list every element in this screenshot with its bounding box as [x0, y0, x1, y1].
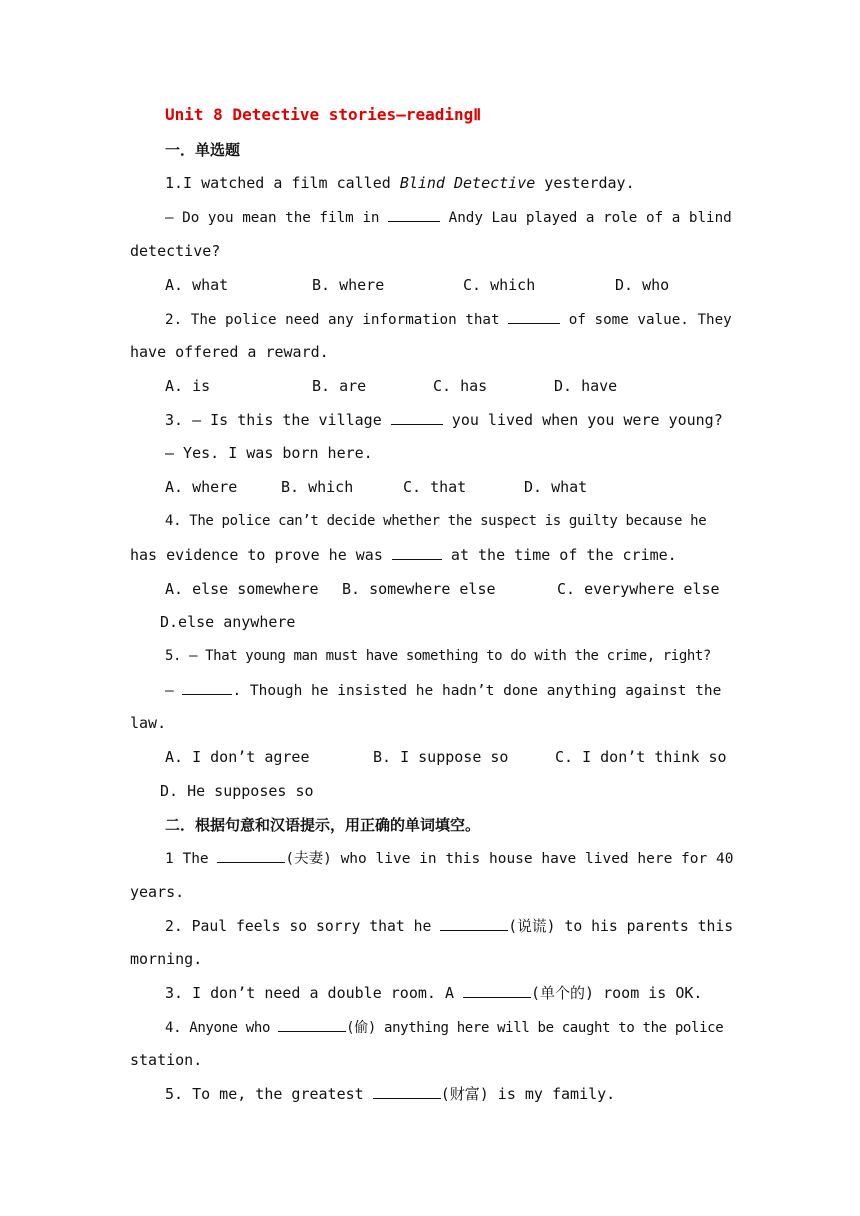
- q5-option-b: B. I suppose so: [373, 748, 509, 766]
- q4-option-d: D.else anywhere: [160, 613, 296, 631]
- q3-option-b: B. which: [281, 478, 354, 496]
- fill-q2-line2: morning.: [130, 950, 203, 968]
- document-title: Unit 8 Detective stories—readingⅡ: [165, 105, 482, 124]
- q2-option-d: D. have: [554, 377, 618, 395]
- fill-q4-line1: [165, 1017, 723, 1038]
- fill-q3-text-end: (单个的) room is OK.: [531, 984, 703, 1002]
- answer-blank: [217, 848, 285, 863]
- q4-option-a: A. else somewhere: [165, 580, 319, 598]
- q5-line2: [165, 680, 721, 701]
- q1-option-d: D. who: [615, 276, 670, 294]
- q1-line1: [165, 173, 635, 193]
- q1-option-c: C. which: [463, 276, 536, 294]
- q5-text: —: [165, 683, 183, 699]
- q2-line2: have offered a reward.: [130, 343, 329, 361]
- film-title: Blind Detective: [399, 174, 536, 192]
- q5-option-c: C. I don’t think so: [555, 748, 727, 766]
- q1-line2-text-end: Andy Lau played a role of a blind: [440, 210, 732, 226]
- q3-option-d: D. what: [524, 478, 588, 496]
- q2-line1: [165, 309, 732, 330]
- q3-text: 3. — Is this the village: [165, 411, 391, 429]
- fill-q1-line1: [165, 848, 733, 869]
- answer-blank: [278, 1017, 346, 1032]
- q5-option-d: D. He supposes so: [160, 782, 314, 800]
- fill-q3-line1: [165, 983, 702, 1003]
- fill-q1-text-end: (夫妻) who live in this house have lived here for 40: [285, 851, 734, 867]
- q3-line2: — Yes. I was born here.: [165, 444, 373, 462]
- q3-option-c: C. that: [403, 478, 467, 496]
- q4-option-b: B. somewhere else: [342, 580, 496, 598]
- q1-option-a: A. what: [165, 276, 229, 294]
- q5-text-end: . Though he insisted he hadn’t done anything against the: [232, 683, 722, 699]
- fill-q4-text: 4. Anyone who: [165, 1020, 279, 1036]
- answer-blank: [182, 680, 232, 695]
- q2-option-c: C. has: [433, 377, 488, 395]
- q1-line3: detective?: [130, 242, 221, 260]
- section1-heading: 一．单选题: [165, 141, 241, 159]
- q4-line2: [130, 545, 677, 565]
- answer-blank: [388, 207, 440, 222]
- q3-option-a: A. where: [165, 478, 238, 496]
- fill-q1-line2: years.: [130, 883, 185, 901]
- q1-option-b: B. where: [312, 276, 385, 294]
- answer-blank: [463, 983, 531, 998]
- q2-text: 2. The police need any information that: [165, 312, 509, 328]
- q2-text-end: of some value. They: [560, 312, 732, 328]
- q1-text-end: yesterday.: [535, 174, 635, 192]
- fill-q1-text: 1 The: [165, 851, 218, 867]
- fill-q2-text-end: (说谎) to his parents this: [508, 918, 734, 935]
- answer-blank: [392, 545, 442, 560]
- section2-heading: 二．根据句意和汉语提示，用正确的单词填空。: [165, 816, 481, 834]
- q4-text-end: at the time of the crime.: [441, 546, 677, 564]
- fill-q3-text: 3. I don’t need a double room. A: [165, 984, 464, 1002]
- fill-q5-text: 5. To me, the greatest: [165, 1085, 373, 1103]
- q3-text-end: you lived when you were young?: [442, 411, 723, 429]
- q4-text: has evidence to prove he was: [130, 546, 392, 564]
- fill-q5-line1: [165, 1084, 615, 1104]
- q1-text: 1.I watched a film called: [165, 174, 400, 192]
- q4-option-c: C. everywhere else: [557, 580, 720, 598]
- q2-option-a: A. is: [165, 377, 211, 395]
- answer-blank: [508, 309, 560, 324]
- q5-line1: 5. — That young man must have something to do with the crime, right?: [165, 648, 711, 664]
- q4-line1: 4. The police can’t decide whether the suspect is guilty because he: [165, 513, 707, 529]
- answer-blank: [391, 410, 443, 425]
- q5-option-a: A. I don’t agree: [165, 748, 310, 766]
- q3-line1: [165, 410, 723, 430]
- q1-line2: [165, 207, 732, 228]
- fill-q2-line1: [165, 916, 733, 937]
- fill-q2-text: 2. Paul feels so sorry that he: [165, 918, 441, 935]
- answer-blank: [373, 1084, 441, 1099]
- fill-q4-line2: station.: [130, 1051, 203, 1069]
- q2-option-b: B. are: [312, 377, 367, 395]
- q5-line3: law.: [130, 714, 167, 732]
- fill-q4-text-end: (偷) anything here will be caught to the police: [346, 1020, 724, 1036]
- answer-blank: [440, 916, 508, 931]
- q1-line2-text: — Do you mean the film in: [165, 210, 389, 226]
- fill-q5-text-end: (财富) is my family.: [440, 1085, 616, 1103]
